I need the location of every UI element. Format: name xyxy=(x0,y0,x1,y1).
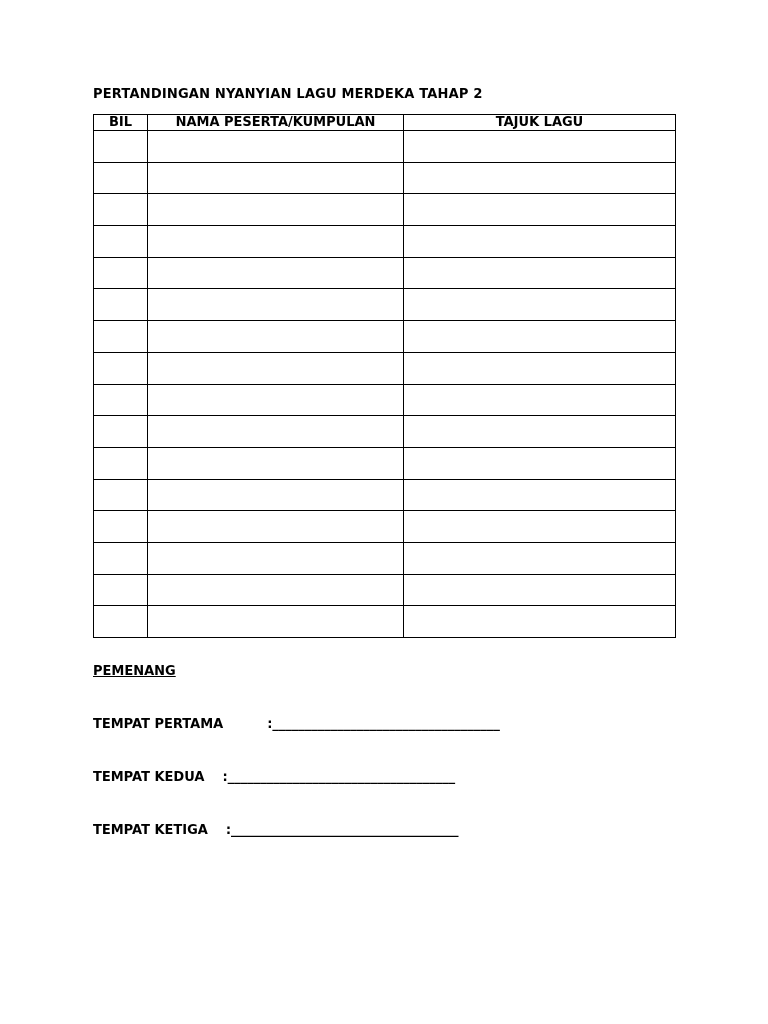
cell-bil xyxy=(94,257,148,289)
cell-bil xyxy=(94,479,148,511)
table-row xyxy=(94,289,676,321)
cell-bil xyxy=(94,131,148,163)
document-title: PERTANDINGAN NYANYIAN LAGU MERDEKA TAHAP 2 xyxy=(93,87,483,102)
cell-tajuk-lagu xyxy=(404,131,676,163)
cell-bil xyxy=(94,162,148,194)
cell-nama-peserta xyxy=(148,289,404,321)
cell-bil xyxy=(94,352,148,384)
table-row xyxy=(94,226,676,258)
cell-bil xyxy=(94,416,148,448)
cell-nama-peserta xyxy=(148,574,404,606)
table-body xyxy=(94,131,676,638)
second-place-label: TEMPAT KEDUA xyxy=(93,770,205,785)
cell-bil xyxy=(94,511,148,543)
table-row xyxy=(94,131,676,163)
cell-bil xyxy=(94,447,148,479)
table-row xyxy=(94,162,676,194)
participants-table xyxy=(93,114,676,638)
cell-tajuk-lagu xyxy=(404,574,676,606)
table-row xyxy=(94,194,676,226)
cell-tajuk-lagu xyxy=(404,321,676,353)
cell-nama-peserta xyxy=(148,352,404,384)
cell-tajuk-lagu xyxy=(404,511,676,543)
cell-bil xyxy=(94,321,148,353)
cell-tajuk-lagu xyxy=(404,289,676,321)
table-row xyxy=(94,606,676,638)
header-tajuk-lagu: TAJUK LAGU xyxy=(404,115,676,131)
cell-tajuk-lagu xyxy=(404,162,676,194)
header-nama-peserta: NAMA PESERTA/KUMPULAN xyxy=(148,115,404,131)
cell-bil xyxy=(94,194,148,226)
cell-nama-peserta xyxy=(148,226,404,258)
cell-nama-peserta xyxy=(148,542,404,574)
header-bil: BIL xyxy=(94,115,148,131)
third-place-line xyxy=(93,823,459,838)
cell-tajuk-lagu xyxy=(404,384,676,416)
table-row xyxy=(94,447,676,479)
first-place-label: TEMPAT PERTAMA xyxy=(93,717,224,732)
table-row xyxy=(94,352,676,384)
second-place-line xyxy=(93,770,455,785)
cell-tajuk-lagu xyxy=(404,257,676,289)
cell-nama-peserta xyxy=(148,479,404,511)
table-header-row xyxy=(94,115,676,131)
cell-bil xyxy=(94,606,148,638)
cell-tajuk-lagu xyxy=(404,416,676,448)
table-row xyxy=(94,574,676,606)
cell-nama-peserta xyxy=(148,321,404,353)
cell-nama-peserta xyxy=(148,606,404,638)
cell-tajuk-lagu xyxy=(404,447,676,479)
table-row xyxy=(94,384,676,416)
cell-tajuk-lagu xyxy=(404,606,676,638)
cell-tajuk-lagu xyxy=(404,542,676,574)
table-row xyxy=(94,257,676,289)
cell-bil xyxy=(94,226,148,258)
first-place-blank: :___________________________________ xyxy=(267,717,500,732)
cell-tajuk-lagu xyxy=(404,194,676,226)
cell-bil xyxy=(94,574,148,606)
table-row xyxy=(94,416,676,448)
table-row xyxy=(94,321,676,353)
cell-tajuk-lagu xyxy=(404,226,676,258)
cell-nama-peserta xyxy=(148,162,404,194)
cell-tajuk-lagu xyxy=(404,352,676,384)
table-row xyxy=(94,542,676,574)
cell-nama-peserta xyxy=(148,416,404,448)
third-place-blank: :___________________________________ xyxy=(225,823,459,838)
table-row xyxy=(94,479,676,511)
cell-nama-peserta xyxy=(148,447,404,479)
cell-nama-peserta xyxy=(148,384,404,416)
third-place-label: TEMPAT KETIGA xyxy=(93,823,208,838)
cell-nama-peserta xyxy=(148,194,404,226)
cell-bil xyxy=(94,289,148,321)
cell-bil xyxy=(94,542,148,574)
cell-nama-peserta xyxy=(148,511,404,543)
table-row xyxy=(94,511,676,543)
cell-nama-peserta xyxy=(148,257,404,289)
first-place-line xyxy=(93,717,500,732)
cell-tajuk-lagu xyxy=(404,479,676,511)
second-place-blank: :___________________________________ xyxy=(222,770,456,785)
cell-nama-peserta xyxy=(148,131,404,163)
cell-bil xyxy=(94,384,148,416)
winners-heading: PEMENANG xyxy=(93,664,176,679)
